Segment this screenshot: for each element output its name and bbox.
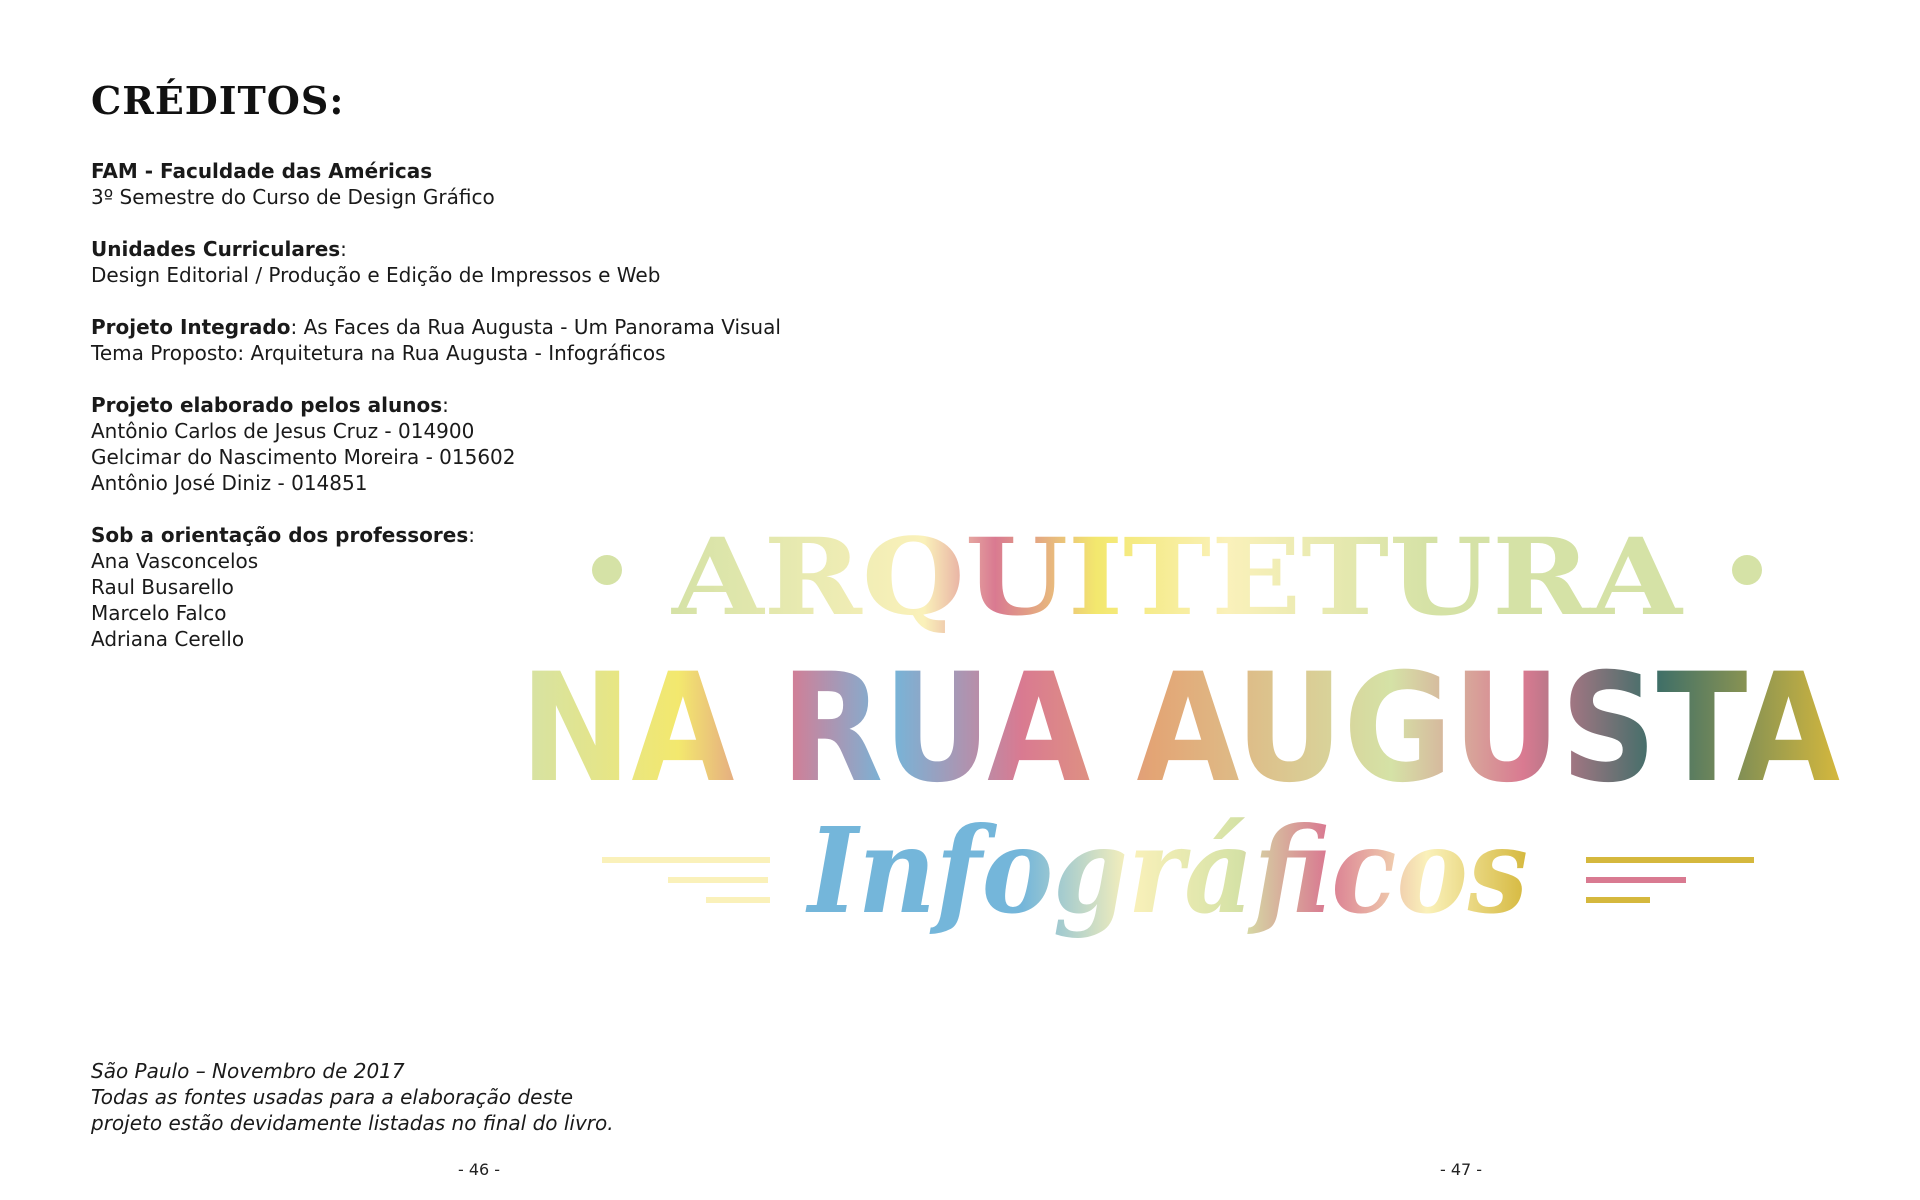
student-name: Antônio José Diniz - 014851: [91, 471, 368, 495]
artwork-line-2: NA RUA AUGUSTA: [520, 642, 1840, 816]
footer-line: São Paulo – Novembro de 2017: [91, 1059, 405, 1083]
footer-note: [91, 1058, 614, 1136]
ornament-lines-right: [1586, 857, 1754, 903]
institution-name: FAM - Faculdade das Américas: [91, 159, 433, 183]
course-line: 3º Semestre do Curso de Design Gráfico: [91, 185, 495, 209]
institution-block: [91, 158, 811, 210]
units-label: Unidades Curriculares: [91, 237, 341, 261]
project-value: As Faces da Rua Augusta - Um Panorama Visual: [303, 315, 781, 339]
page-title: CRÉDITOS:: [91, 78, 345, 123]
students-label: Projeto elaborado pelos alunos: [91, 393, 443, 417]
page-number-right: - 47 -: [1440, 1160, 1483, 1179]
artwork-line-1: ARQUITETURA: [670, 514, 1684, 639]
student-name: Gelcimar do Nascimento Moreira - 015602: [91, 445, 516, 469]
ornament-lines-left: [602, 857, 770, 903]
advisor-name: Ana Vasconcelos: [91, 549, 259, 573]
footer-line: projeto estão devidamente listadas no final do livro.: [91, 1111, 614, 1135]
project-block: Projeto Integrado: As Faces da Rua Augusta - Um Panorama Visual Tema Proposto: Arquitetura na Rua Augusta - Infográficos: [91, 314, 811, 366]
title-artwork: [500, 500, 1880, 1000]
units-block: Unidades Curriculares: Design Editorial / Produção e Edição de Impressos e Web: [91, 236, 811, 288]
ornament-dot-left: [592, 555, 622, 585]
advisor-name: Marcelo Falco: [91, 601, 227, 625]
student-name: Antônio Carlos de Jesus Cruz - 014900: [91, 419, 475, 443]
ornament-dot-right: [1732, 555, 1762, 585]
students-block: Projeto elaborado pelos alunos: Antônio Carlos de Jesus Cruz - 014900 Gelcimar do Nascimento Moreira - 015602 Antônio José Diniz - 014851: [91, 392, 811, 496]
units-value: Design Editorial / Produção e Edição de Impressos e Web: [91, 263, 661, 287]
page-number-left: - 46 -: [458, 1160, 501, 1179]
advisor-name: Adriana Cerello: [91, 627, 245, 651]
artwork-line-3: Infográficos: [805, 801, 1528, 940]
footer-line: Todas as fontes usadas para a elaboração deste: [91, 1085, 574, 1109]
advisor-name: Raul Busarello: [91, 575, 234, 599]
advisors-label: Sob a orientação dos professores: [91, 523, 469, 547]
project-label: Projeto Integrado: [91, 315, 291, 339]
advisors-block: Sob a orientação dos professores: Ana Vasconcelos Raul Busarello Marcelo Falco Adriana Cerello: [91, 522, 811, 652]
theme-line: Tema Proposto: Arquitetura na Rua Augusta - Infográficos: [91, 341, 666, 365]
